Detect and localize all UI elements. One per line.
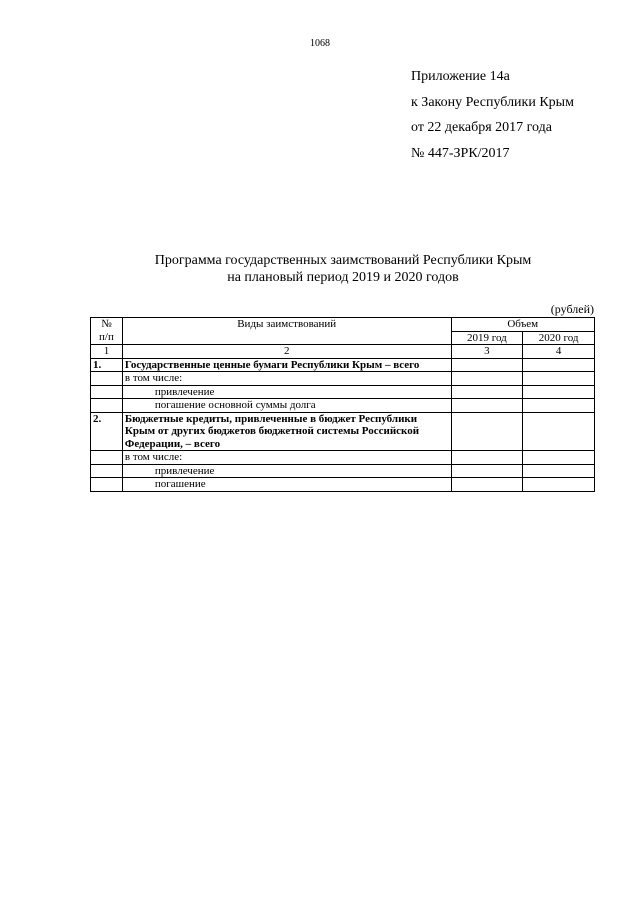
row-number <box>91 464 123 478</box>
document-title <box>90 252 596 286</box>
row-label: привлечение <box>122 464 451 478</box>
row-value-2019 <box>451 451 523 465</box>
header-number-line-1: № <box>101 318 112 330</box>
table-row <box>91 385 595 399</box>
row-value-2019 <box>451 358 523 372</box>
title-line-1: Программа государственных заимствований Республики Крым <box>154 253 532 268</box>
row-label: погашение основной суммы долга <box>122 399 451 413</box>
table-row <box>91 399 595 413</box>
row-number <box>91 372 123 386</box>
row-label: Государственные ценные бумаги Республики Крым – всего <box>122 358 451 372</box>
row-label: Бюджетные кредиты, привлеченные в бюджет Республики Крым от других бюджетов бюджетной системы Российской Федерации, – всего <box>122 412 451 451</box>
appendix-line-3: от 22 декабря 2017 года <box>411 120 552 135</box>
row-number <box>91 478 123 492</box>
table-row <box>91 451 595 465</box>
row-value-2020 <box>523 372 595 386</box>
row-value-2019 <box>451 399 523 413</box>
table-row <box>91 478 595 492</box>
row-label: погашение <box>122 478 451 492</box>
appendix-line-4: № 447-ЗРК/2017 <box>411 145 510 161</box>
page-number: 1068 <box>310 38 330 49</box>
column-number-2: 2 <box>122 345 451 359</box>
row-number <box>91 385 123 399</box>
table-row <box>91 372 595 386</box>
unit-note: (рублей) <box>550 302 594 316</box>
appendix-line-1: Приложение 14а <box>411 69 510 84</box>
row-value-2019 <box>451 464 523 478</box>
row-value-2020 <box>523 358 595 372</box>
header-number-line-2: п/п <box>99 330 114 343</box>
title-line-2: на плановый период 2019 и 2020 годов <box>227 270 459 285</box>
header-year-2019: 2019 год <box>451 331 523 345</box>
row-value-2020 <box>523 478 595 492</box>
row-value-2020 <box>523 412 595 451</box>
row-label: в том числе: <box>122 372 451 386</box>
header-year-2020: 2020 год <box>523 331 595 345</box>
row-value-2019 <box>451 372 523 386</box>
header-volume: Объем <box>451 318 595 332</box>
row-label: в том числе: <box>122 451 451 465</box>
header-types: Виды заимствований <box>122 318 451 345</box>
table-row <box>91 412 595 451</box>
table-row <box>91 464 595 478</box>
row-value-2020 <box>523 399 595 413</box>
row-value-2019 <box>451 412 523 451</box>
header-row-1 <box>91 318 595 332</box>
column-number-1: 1 <box>91 345 123 359</box>
row-value-2020 <box>523 464 595 478</box>
row-value-2020 <box>523 451 595 465</box>
table-row <box>91 358 595 372</box>
borrowings-table <box>90 317 595 492</box>
column-number-4: 4 <box>523 345 595 359</box>
row-label: привлечение <box>122 385 451 399</box>
row-number <box>91 399 123 413</box>
header-number-cell <box>91 318 123 345</box>
appendix-line-2: к Закону Республики Крым <box>411 94 574 110</box>
row-number <box>91 451 123 465</box>
appendix-block <box>411 64 574 166</box>
row-value-2019 <box>451 478 523 492</box>
row-number: 2. <box>91 412 123 451</box>
row-number: 1. <box>91 358 123 372</box>
row-value-2020 <box>523 385 595 399</box>
row-value-2019 <box>451 385 523 399</box>
column-number-row <box>91 345 595 359</box>
column-number-3: 3 <box>451 345 523 359</box>
